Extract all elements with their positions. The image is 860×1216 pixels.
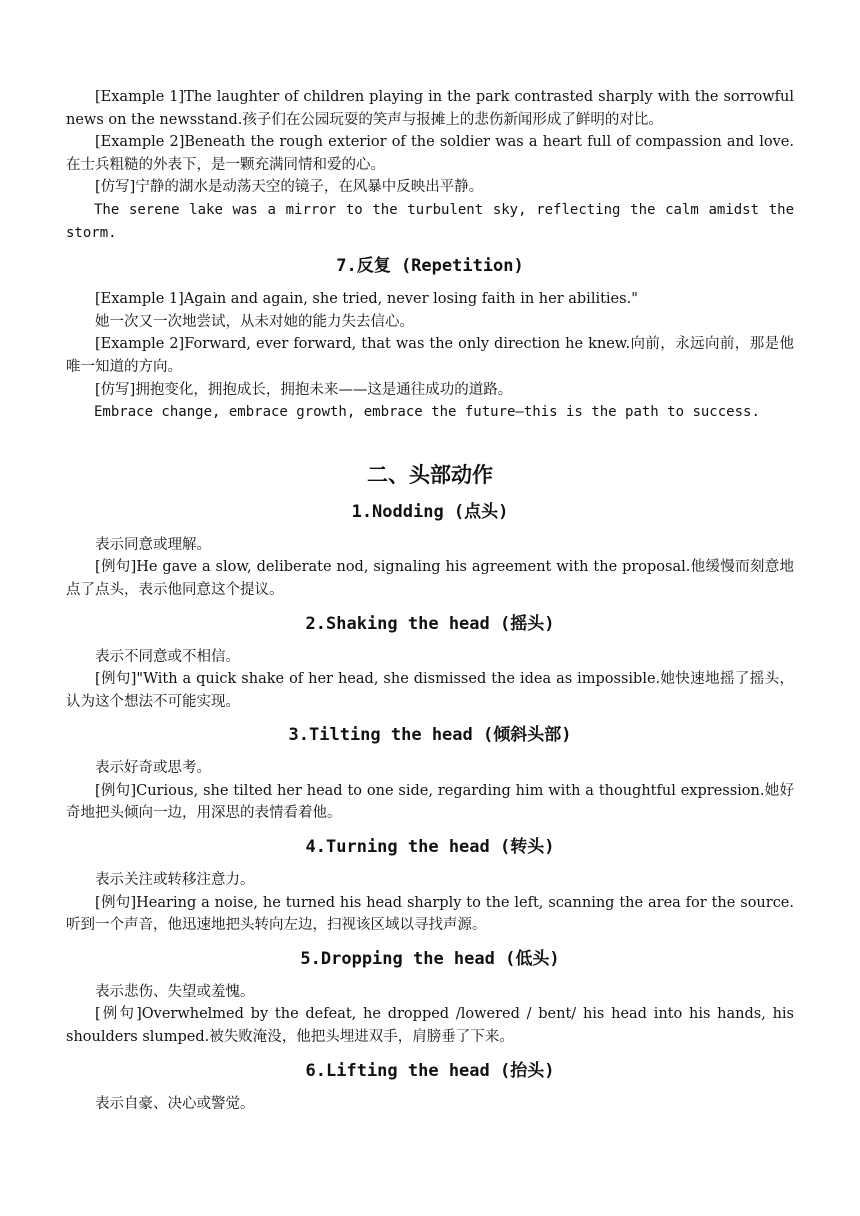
item-heading: 5.Dropping the head (低头) (300, 948, 560, 969)
item-example: [例句]Overwhelmed by the defeat, he dropped /lowered / bent/ his head into his hands, his shoulders slumped.被失败淹没，他把头埋进双手，肩膀垂了下来。 (66, 1006, 794, 1046)
item-meaning: 表示同意或理解。 (95, 536, 211, 553)
repetition-example-1-translation: 她一次又一次地尝试，从未对她的能力失去信心。 (95, 313, 414, 330)
item-heading: 6.Lifting the head (抬头) (305, 1060, 555, 1081)
repetition-example-2: [Example 2]Forward, ever forward, that was the only direction he knew.向前，永远向前，那是他唯一知道的方向。 (66, 336, 794, 375)
head-item-lifting (66, 1059, 794, 1116)
item-example: [例句]"With a quick shake of her head, she dismissed the idea as impossible.她快速地摇了摇头，认为这个想法不可能实现。 (66, 671, 794, 710)
head-item-turning (66, 835, 794, 937)
repetition-imitation-english: Embrace change, embrace growth, embrace the future—this is the path to success. (94, 404, 760, 421)
item-example: [例句]Curious, she tilted her head to one side, regarding him with a thoughtful expression.她好奇地把头倾向一边，用深思的表情看着他。 (66, 782, 794, 822)
item-meaning: 表示关注或转移注意力。 (95, 872, 255, 889)
imitation-english: The serene lake was a mirror to the turbulent sky, reflecting the calm amidst the storm. (66, 201, 794, 241)
example-1-paragraph: [Example 1]The laughter of children playing in the park contrasted sharply with the sorrowful news on the newsstand.孩子们在公园玩耍的笑声与报摊上的悲伤新闻形成了鲜明的对比。 (66, 89, 794, 128)
item-heading: 2.Shaking the head (摇头) (305, 613, 555, 634)
repetition-imitation-chinese: [仿写]拥抱变化，拥抱成长，拥抱未来——这是通往成功的道路。 (95, 381, 513, 398)
item-heading: 4.Turning the head (转头) (305, 837, 555, 858)
item-example: [例句]Hearing a noise, he turned his head sharply to the left, scanning the area for the source.听到一个声音，他迅速地把头转向左边，扫视该区域以寻找声源。 (66, 894, 794, 934)
repetition-heading: 7.反复 (Repetition) (336, 256, 524, 277)
item-heading: 3.Tilting the head (倾斜头部) (288, 725, 572, 746)
example-2-paragraph: [Example 2]Beneath the rough exterior of the soldier was a heart full of compassion and love.在士兵粗糙的外表下，是一颗充满同情和爱的心。 (66, 134, 794, 173)
head-item-shaking (66, 612, 794, 714)
head-item-dropping (66, 947, 794, 1049)
item-heading: 1.Nodding (点头) (351, 501, 509, 522)
head-item-tilting (66, 723, 794, 825)
head-actions-heading: 二、头部动作 (367, 462, 493, 487)
item-meaning: 表示不同意或不相信。 (95, 648, 240, 665)
item-meaning: 表示悲伤、失望或羞愧。 (95, 983, 255, 1000)
document-page (66, 86, 794, 1115)
item-meaning: 表示好奇或思考。 (95, 760, 211, 777)
repetition-example-1: [Example 1]Again and again, she tried, never losing faith in her abilities." (95, 291, 638, 308)
item-example: [例句]He gave a slow, deliberate nod, signaling his agreement with the proposal.他缓慢而刻意地点了点头，表示他同意这个提议。 (66, 559, 794, 598)
item-meaning: 表示自豪、决心或警觉。 (95, 1095, 255, 1112)
head-item-nodding (66, 500, 794, 602)
imitation-chinese: [仿写]宁静的湖水是动荡天空的镜子，在风暴中反映出平静。 (95, 179, 484, 196)
